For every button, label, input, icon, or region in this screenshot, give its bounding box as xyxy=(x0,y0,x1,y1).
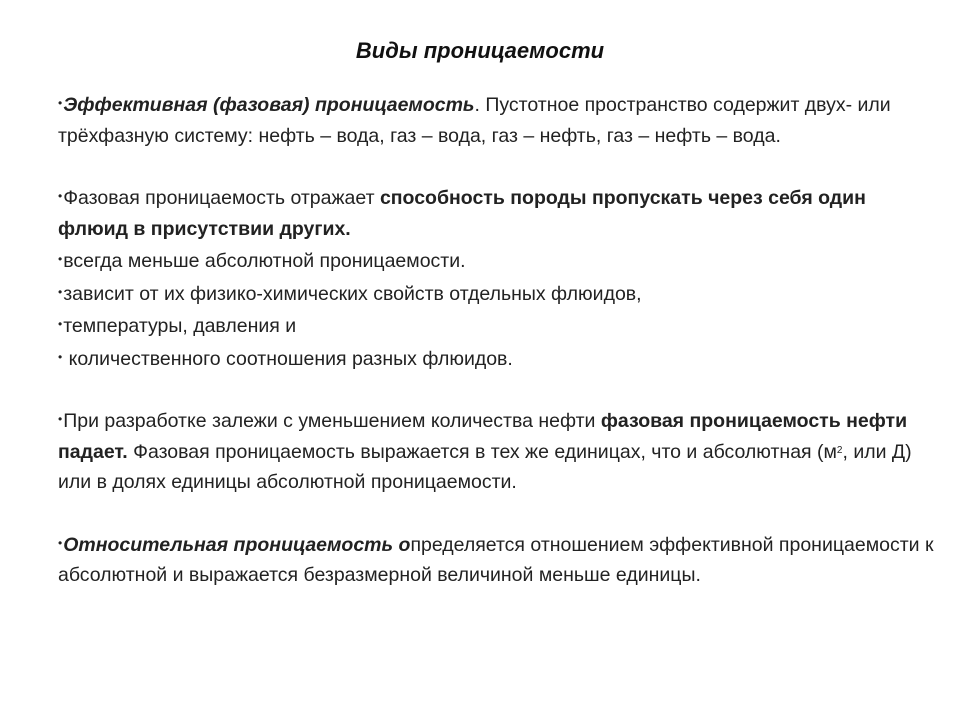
paragraph-relative-permeability xyxy=(58,528,940,591)
bullet: • xyxy=(58,284,63,299)
units-superscript: 2 xyxy=(836,444,843,456)
term-relative-permeability: Относительная проницаемость о xyxy=(63,533,411,556)
effective-permeability-text: . Пустотное пространство содержит двух- или трёхфазную систему: нефть – вода, газ – вода, газ – нефть, газ – нефть – вода. xyxy=(58,94,891,147)
phase-permeability-intro: Фазовая проницаемость отражает xyxy=(63,187,380,209)
bullet: • xyxy=(58,412,63,426)
phase-permeability-definition: способность породы пропускать через себя один флюид в присутствии других. xyxy=(58,187,866,240)
list-item-text: всегда меньше абсолютной проницаемости. xyxy=(63,250,466,272)
list-item xyxy=(58,277,940,310)
spacer xyxy=(58,374,940,404)
relative-permeability-text: пределяется отношением эффективной проницаемости к абсолютной и выражается безразмерной величиной меньше единицы. xyxy=(58,533,934,586)
paragraph-oil-phase-permeability xyxy=(58,404,940,498)
list-item xyxy=(58,342,940,375)
list-item xyxy=(58,309,940,342)
units-text: Фазовая проницаемость выражается в тех же единицах, что и абсолютная (м xyxy=(127,440,837,463)
list-item-text: зависит от их физико-химических свойств отдельных флюидов, xyxy=(63,282,642,305)
bullet: • xyxy=(58,317,63,331)
units-text-end: , или Д) или в долях единицы абсолютной проницаемости. xyxy=(58,440,912,493)
list-item xyxy=(58,244,940,277)
list-item-text: температуры, давления и xyxy=(63,315,297,337)
term-effective-permeability: Эффективная (фазовая) проницаемость xyxy=(63,94,475,116)
oil-permeability-intro: При разработке залежи с уменьшением количества нефти xyxy=(63,410,601,432)
bullet: • xyxy=(58,349,63,364)
bullet: • xyxy=(58,252,63,266)
paragraph-phase-permeability xyxy=(58,181,940,244)
bullet: • xyxy=(58,189,63,203)
paragraph-effective-permeability xyxy=(58,88,940,151)
bullet: • xyxy=(58,535,63,550)
bullet: • xyxy=(58,96,63,110)
spacer xyxy=(58,498,940,528)
slide-title: Виды проницаемости xyxy=(355,38,605,63)
slide-content xyxy=(58,88,940,591)
list-item-text: количественного соотношения разных флюидов. xyxy=(63,347,513,370)
oil-permeability-falls: фазовая проницаемость нефти падает. xyxy=(58,410,908,463)
spacer xyxy=(58,151,940,181)
